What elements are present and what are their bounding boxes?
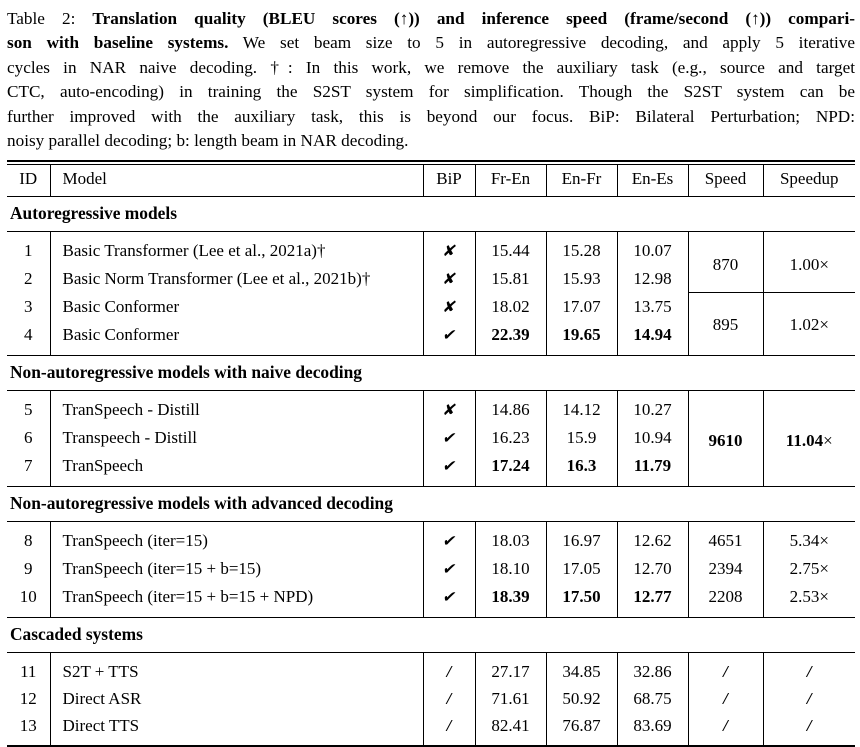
cell-en-fr: 34.85 bbox=[546, 652, 617, 685]
cell-bip bbox=[423, 390, 475, 424]
header-row bbox=[7, 165, 855, 197]
table-row bbox=[7, 652, 855, 685]
slash-icon: / bbox=[806, 715, 812, 735]
cell-bip bbox=[423, 265, 475, 293]
cell-id: 9 bbox=[24, 559, 33, 579]
cell-bip bbox=[423, 452, 475, 487]
check-icon: ✔ bbox=[440, 587, 458, 606]
table-row bbox=[7, 390, 855, 424]
speed-value: 2394 bbox=[708, 559, 743, 579]
caption-line bbox=[7, 129, 855, 153]
table-row bbox=[7, 521, 855, 555]
cell-bip bbox=[423, 712, 475, 746]
cell-en-es: 14.94 bbox=[617, 321, 688, 356]
cell-en-fr: 19.65 bbox=[546, 321, 617, 356]
cell-speedup bbox=[763, 712, 855, 746]
speedup-value: 1.02 bbox=[789, 314, 820, 334]
cell-model: Direct ASR bbox=[50, 685, 423, 712]
section-title-row bbox=[7, 196, 855, 231]
cell-bip bbox=[423, 521, 475, 555]
cell-en-fr: 17.07 bbox=[546, 293, 617, 321]
cell-bip bbox=[423, 231, 475, 265]
slash-icon: / bbox=[446, 715, 452, 735]
speed-value: 4651 bbox=[708, 531, 743, 551]
cell-fr-en: 22.39 bbox=[475, 321, 546, 356]
table-row bbox=[7, 712, 855, 746]
caption-line bbox=[7, 31, 855, 55]
cell-speed bbox=[688, 583, 763, 618]
cell-model: Basic Norm Transformer (Lee et al., 2021b)† bbox=[50, 265, 423, 293]
cell-model: TranSpeech bbox=[50, 452, 423, 487]
cell-fr-en: 16.23 bbox=[475, 424, 546, 452]
caption-line bbox=[7, 56, 855, 80]
cell-fr-en: 18.39 bbox=[475, 583, 546, 618]
cell-id: 8 bbox=[24, 531, 33, 551]
column-header-id: ID bbox=[19, 168, 38, 188]
cell-en-es: 10.27 bbox=[617, 390, 688, 424]
cell-bip bbox=[423, 685, 475, 712]
cell-id: 2 bbox=[24, 269, 33, 289]
check-icon: ✔ bbox=[440, 531, 458, 550]
table-header bbox=[7, 165, 855, 197]
caption-line bbox=[7, 7, 855, 31]
speedup-value: 2.75 bbox=[789, 559, 820, 579]
cell-model: TranSpeech - Distill bbox=[50, 390, 423, 424]
column-header-speedup: Speedup bbox=[763, 165, 855, 197]
cell-bip bbox=[423, 652, 475, 685]
cell-id: 7 bbox=[24, 456, 33, 476]
cell-fr-en: 15.81 bbox=[475, 265, 546, 293]
cell-fr-en: 82.41 bbox=[475, 712, 546, 746]
cell-model: Basic Conformer bbox=[50, 293, 423, 321]
cell-speedup bbox=[763, 652, 855, 685]
slash-icon: / bbox=[446, 661, 452, 681]
cross-icon: ✘ bbox=[440, 400, 458, 419]
cell-bip bbox=[423, 424, 475, 452]
multiplication-sign: × bbox=[819, 531, 829, 551]
multiplication-sign: × bbox=[819, 314, 829, 334]
table-row bbox=[7, 583, 855, 618]
cell-speedup bbox=[763, 521, 855, 555]
section-title-row bbox=[7, 355, 855, 390]
cell-speedup bbox=[763, 583, 855, 618]
caption-text: noisy parallel decoding; b: length beam in NAR decoding. bbox=[7, 131, 409, 151]
slash-icon: / bbox=[723, 715, 728, 735]
caption-text: Table 2: bbox=[7, 9, 93, 28]
slash-icon: / bbox=[806, 688, 812, 708]
cell-speed bbox=[688, 390, 763, 486]
cell-bip bbox=[423, 583, 475, 618]
column-header-speed: Speed bbox=[688, 165, 763, 197]
cell-en-fr: 17.05 bbox=[546, 555, 617, 583]
cell-speed bbox=[688, 521, 763, 555]
cell-en-fr: 15.9 bbox=[546, 424, 617, 452]
column-header-bip: BiP bbox=[423, 165, 475, 197]
table-row bbox=[7, 555, 855, 583]
cell-en-fr: 15.28 bbox=[546, 231, 617, 265]
cell-fr-en: 27.17 bbox=[475, 652, 546, 685]
cell-id: 10 bbox=[19, 587, 37, 607]
cell-bip bbox=[423, 293, 475, 321]
caption-text: further improved with the auxiliary task, this is beyond our focus. BiP: Bilateral Perturbation; NPD: bbox=[7, 106, 855, 126]
cell-speedup bbox=[763, 293, 855, 356]
cell-en-es: 13.75 bbox=[617, 293, 688, 321]
cell-model: Basic Transformer (Lee et al., 2021a)† bbox=[50, 231, 423, 265]
cell-speed bbox=[688, 293, 763, 356]
cell-en-es: 10.94 bbox=[617, 424, 688, 452]
caption-text: cycles in NAR naive decoding. †: In this work, we remove the auxiliary task (e.g., source and target bbox=[7, 57, 855, 77]
cell-en-fr: 76.87 bbox=[546, 712, 617, 746]
cell-en-es: 68.75 bbox=[617, 685, 688, 712]
cell-model: TranSpeech (iter=15) bbox=[50, 521, 423, 555]
column-header-en-fr: En-Fr bbox=[546, 165, 617, 197]
cell-en-fr: 15.93 bbox=[546, 265, 617, 293]
column-header-en-es: En-Es bbox=[617, 165, 688, 197]
cell-speedup bbox=[763, 231, 855, 293]
cell-en-es: 10.07 bbox=[617, 231, 688, 265]
column-header-model: Model bbox=[50, 165, 423, 197]
cell-en-es: 12.77 bbox=[617, 583, 688, 618]
cell-bip bbox=[423, 321, 475, 356]
multiplication-sign: × bbox=[819, 587, 829, 607]
check-icon: ✔ bbox=[440, 325, 458, 344]
speed-value: 9610 bbox=[708, 431, 743, 451]
cell-id: 1 bbox=[24, 241, 33, 261]
speedup-value: 5.34 bbox=[789, 531, 820, 551]
multiplication-sign: × bbox=[819, 559, 829, 579]
cell-en-es: 11.79 bbox=[617, 452, 688, 487]
cell-model: TranSpeech (iter=15 + b=15 + NPD) bbox=[50, 583, 423, 618]
caption-text: son with baseline systems. bbox=[7, 33, 229, 53]
cell-model: S2T + TTS bbox=[50, 652, 423, 685]
cell-en-fr: 14.12 bbox=[546, 390, 617, 424]
cell-id: 6 bbox=[24, 428, 33, 448]
cell-en-es: 12.62 bbox=[617, 521, 688, 555]
section-title-row bbox=[7, 486, 855, 521]
multiplication-sign: × bbox=[823, 431, 833, 451]
section-title bbox=[7, 617, 855, 652]
cell-speed bbox=[688, 712, 763, 746]
caption-text: Translation quality (BLEU scores (↑)) and inference speed (frame/second (↑)) compari- bbox=[92, 9, 855, 28]
cell-speedup bbox=[763, 555, 855, 583]
cell-id: 13 bbox=[19, 715, 37, 735]
cell-fr-en: 14.86 bbox=[475, 390, 546, 424]
cell-speed bbox=[688, 555, 763, 583]
caption-line bbox=[7, 105, 855, 129]
speedup-value: 11.04 bbox=[785, 431, 824, 451]
cell-en-fr: 17.50 bbox=[546, 583, 617, 618]
cell-speedup bbox=[763, 685, 855, 712]
section-title-text: Non-autoregressive models with advanced decoding bbox=[10, 492, 393, 513]
caption-text: CTC, auto-encoding) in training the S2ST system for simplification. Though the S2ST system can be bbox=[7, 82, 855, 102]
check-icon: ✔ bbox=[440, 456, 458, 475]
column-header-fr-en: Fr-En bbox=[475, 165, 546, 197]
cell-fr-en: 71.61 bbox=[475, 685, 546, 712]
cell-id: 3 bbox=[24, 297, 33, 317]
check-icon: ✔ bbox=[440, 428, 458, 447]
cell-model: TranSpeech (iter=15 + b=15) bbox=[50, 555, 423, 583]
cell-en-es: 83.69 bbox=[617, 712, 688, 746]
table-row bbox=[7, 685, 855, 712]
table-caption bbox=[7, 7, 855, 153]
cell-speed bbox=[688, 685, 763, 712]
cell-model: Transpeech - Distill bbox=[50, 424, 423, 452]
slash-icon: / bbox=[723, 661, 728, 681]
cell-id: 12 bbox=[19, 688, 37, 708]
section-title-text: Non-autoregressive models with naive decoding bbox=[10, 361, 362, 382]
multiplication-sign: × bbox=[819, 255, 829, 275]
slash-icon: / bbox=[723, 688, 728, 708]
section-title-text: Cascaded systems bbox=[10, 623, 143, 644]
table-row bbox=[7, 231, 855, 265]
caption-text: We set beam size to 5 in autoregressive decoding, and apply 5 iterative bbox=[228, 33, 855, 53]
cell-speed bbox=[688, 231, 763, 293]
cell-en-es: 12.70 bbox=[617, 555, 688, 583]
section-title bbox=[7, 355, 855, 390]
cell-en-fr: 16.97 bbox=[546, 521, 617, 555]
cell-fr-en: 18.03 bbox=[475, 521, 546, 555]
cell-id: 11 bbox=[20, 661, 37, 681]
section-title bbox=[7, 486, 855, 521]
slash-icon: / bbox=[446, 688, 452, 708]
cell-id: 5 bbox=[24, 400, 33, 420]
caption-line bbox=[7, 80, 855, 104]
cell-fr-en: 18.10 bbox=[475, 555, 546, 583]
table-row bbox=[7, 293, 855, 321]
cell-speedup bbox=[763, 390, 855, 486]
cell-en-fr: 16.3 bbox=[546, 452, 617, 487]
check-icon: ✔ bbox=[440, 559, 458, 578]
cell-fr-en: 17.24 bbox=[475, 452, 546, 487]
cell-speed bbox=[688, 652, 763, 685]
cell-en-es: 32.86 bbox=[617, 652, 688, 685]
cross-icon: ✘ bbox=[440, 269, 458, 288]
speed-value: 2208 bbox=[708, 587, 743, 607]
slash-icon: / bbox=[806, 661, 812, 681]
section-title bbox=[7, 196, 855, 231]
cell-en-fr: 50.92 bbox=[546, 685, 617, 712]
section-title-row bbox=[7, 617, 855, 652]
speedup-value: 1.00 bbox=[789, 255, 820, 275]
cell-fr-en: 15.44 bbox=[475, 231, 546, 265]
speed-value: 895 bbox=[712, 314, 739, 334]
cell-model: Basic Conformer bbox=[50, 321, 423, 356]
table-body bbox=[7, 196, 855, 746]
results-table bbox=[7, 165, 855, 747]
cross-icon: ✘ bbox=[440, 241, 458, 260]
cell-fr-en: 18.02 bbox=[475, 293, 546, 321]
cell-id: 4 bbox=[24, 325, 33, 345]
speed-value: 870 bbox=[712, 255, 739, 275]
section-title-text: Autoregressive models bbox=[10, 202, 177, 223]
cell-en-es: 12.98 bbox=[617, 265, 688, 293]
speedup-value: 2.53 bbox=[789, 587, 820, 607]
cross-icon: ✘ bbox=[440, 297, 458, 316]
cell-bip bbox=[423, 555, 475, 583]
cell-model: Direct TTS bbox=[50, 712, 423, 746]
